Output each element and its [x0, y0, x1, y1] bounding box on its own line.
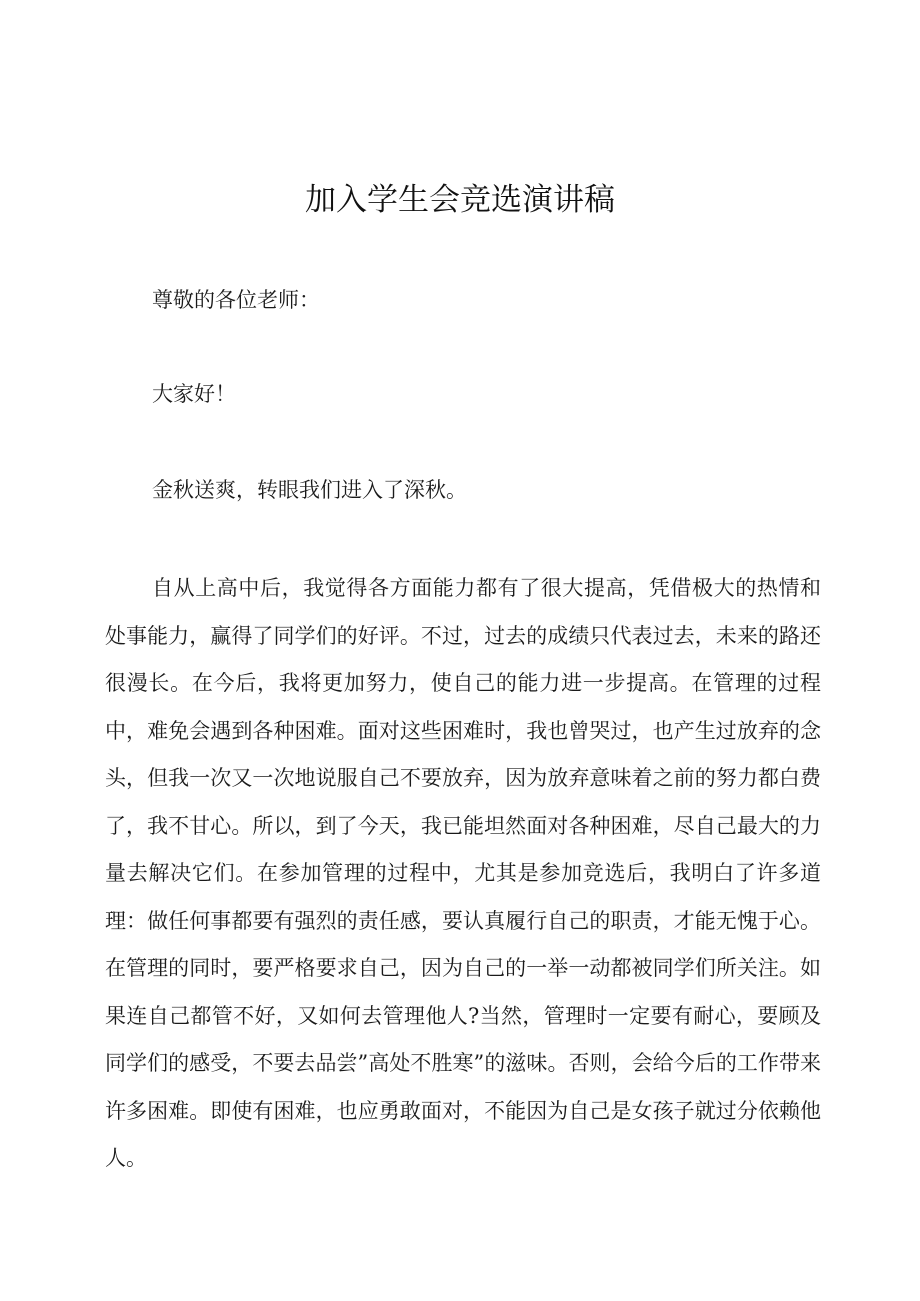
hello-line: 大家好！	[152, 382, 236, 406]
body-paragraph: 自从上高中后，我觉得各方面能力都有了很大提高，凭借极大的热情和处事能力，赢得了同学们的好评。不过，过去的成绩只代表过去，未来的路还很漫长。在今后，我将更加努力，使自己的能力进一步提高。在管理的过程中，难免会遇到各种困难。面对这些困难时，我也曾哭过，也产生过放弃的念头，但我一次又一次地说服自己不要放弃，因为放弃意味着之前的努力都白费了，我不甘心。所以，到了今天，我已能坦然面对各种困难，尽自己最大的力量去解决它们。在参加管理的过程中，尤其是参加竞选后，我明白了许多道理：做任何事都要有强烈的责任感，要认真履行自己的职责，才能无愧于心。在管理的同时，要严格要求自己，因为自己的一举一动都被同学们所关注。如果连自己都管不好，又如何去管理他人?当然，管理时一定要有耐心，要顾及同学们的感受，不要去品尝”高处不胜寒”的滋味。否则，会给今后的工作带来许多困难。即使有困难，也应勇敢面对，不能因为自己是女孩子就过分依赖他人。	[105, 576, 821, 1170]
opening-line: 金秋送爽，转眼我们进入了深秋。	[152, 478, 467, 502]
salutation: 尊敬的各位老师：	[152, 288, 320, 312]
document-title: 加入学生会竞选演讲稿	[305, 182, 615, 218]
